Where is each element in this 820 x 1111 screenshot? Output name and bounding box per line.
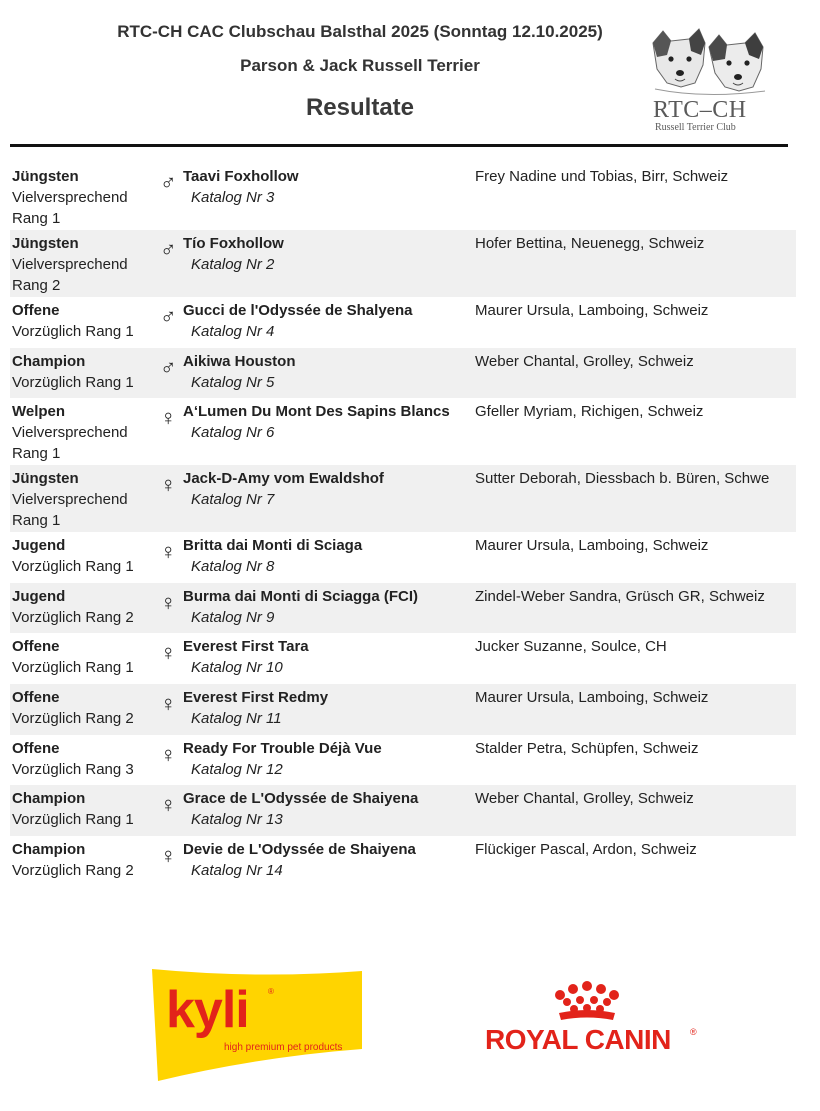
owner-cell: Sutter Deborah, Diessbach b. Büren, Schwe xyxy=(475,470,770,488)
class-cell xyxy=(12,300,162,342)
male-icon: ♂ xyxy=(160,354,177,380)
female-icon: ♀ xyxy=(160,792,177,818)
event-title: RTC-CH CAC Clubschau Balsthal 2025 (Sonntag 12.10.2025) xyxy=(117,22,603,41)
class-name: Jüngsten xyxy=(12,470,79,488)
dog-cell xyxy=(183,166,483,208)
header xyxy=(0,0,820,150)
catalog-number: Katalog Nr 13 xyxy=(191,811,283,829)
dog-name: Gucci de l'Odyssée de Shalyena xyxy=(183,302,413,319)
rank-text: Vielversprechend Rang 2 xyxy=(12,256,128,294)
owner-cell: Hofer Bettina, Neuenegg, Schweiz xyxy=(475,235,705,252)
class-cell xyxy=(12,535,162,577)
result-row xyxy=(10,583,796,634)
result-row xyxy=(10,297,796,348)
rank-text: Vielversprechend Rang 1 xyxy=(12,189,128,227)
class-cell xyxy=(12,401,162,464)
rank-text: Vorzüglich Rang 1 xyxy=(12,323,134,340)
class-cell xyxy=(12,788,162,830)
owner-cell: Weber Chantal, Grolley, Schweiz xyxy=(475,790,694,808)
catalog-number: Katalog Nr 12 xyxy=(191,760,283,778)
dog-cell xyxy=(183,535,483,577)
dog-cell xyxy=(183,468,483,510)
dog-cell xyxy=(183,738,483,780)
female-icon: ♀ xyxy=(160,405,177,431)
class-name: Offene xyxy=(12,302,60,319)
rank-text: Vorzüglich Rang 2 xyxy=(12,709,134,727)
dog-cell xyxy=(183,300,483,342)
male-icon: ♂ xyxy=(160,170,177,195)
sponsors xyxy=(0,955,820,1095)
catalog-number: Katalog Nr 3 xyxy=(191,189,275,206)
rank-text: Vorzüglich Rang 1 xyxy=(12,373,134,391)
class-cell xyxy=(12,738,162,780)
class-cell xyxy=(12,233,162,296)
dog-name: Everest First Tara xyxy=(183,638,309,656)
catalog-number: Katalog Nr 11 xyxy=(191,709,282,727)
class-name: Champion xyxy=(12,790,86,808)
class-cell xyxy=(12,839,162,881)
owner-cell: Maurer Ursula, Lamboing, Schweiz xyxy=(475,537,709,555)
class-name: Champion xyxy=(12,352,86,370)
owner-cell: Maurer Ursula, Lamboing, Schweiz xyxy=(475,688,709,706)
rank-text: Vorzüglich Rang 1 xyxy=(12,811,134,829)
rank-text: Vorzüglich Rang 2 xyxy=(12,861,134,879)
class-cell xyxy=(12,636,162,678)
catalog-number: Katalog Nr 5 xyxy=(191,373,275,391)
crown-icon xyxy=(547,980,627,1024)
dog-name: Grace de L'Odyssée de Shaiyena xyxy=(183,790,419,808)
male-icon: ♂ xyxy=(160,237,177,262)
dog-cell xyxy=(183,839,483,881)
class-name: Welpen xyxy=(12,403,66,421)
dog-name: A‘Lumen Du Mont Des Sapins Blancs xyxy=(183,403,450,421)
female-icon: ♀ xyxy=(160,842,177,868)
catalog-number: Katalog Nr 8 xyxy=(191,558,275,576)
kyli-logo xyxy=(148,965,366,1085)
page-title: Resultate xyxy=(305,94,415,121)
class-name: Jugend xyxy=(12,587,66,605)
owner-cell: Flückiger Pascal, Ardon, Schweiz xyxy=(475,840,697,858)
result-row xyxy=(10,398,796,465)
dog-name: Burma dai Monti di Sciagga (FCI) xyxy=(183,587,419,605)
result-row xyxy=(10,348,796,399)
result-row xyxy=(10,163,796,230)
female-icon: ♀ xyxy=(160,539,177,565)
class-cell xyxy=(12,166,162,229)
catalog-number: Katalog Nr 4 xyxy=(191,323,275,340)
royal-canin-logo xyxy=(485,980,705,1060)
owner-cell: Weber Chantal, Grolley, Schweiz xyxy=(475,352,694,370)
dog-name: Aikiwa Houston xyxy=(183,352,296,370)
owner-cell: Maurer Ursula, Lamboing, Schweiz xyxy=(475,302,709,319)
owner-cell: Jucker Suzanne, Soulce, CH xyxy=(475,638,667,656)
class-name: Jüngsten xyxy=(12,168,79,185)
rtc-ch-logo xyxy=(645,25,773,135)
dog-name: Tío Foxhollow xyxy=(183,235,284,252)
dog-cell xyxy=(183,233,483,275)
catalog-number: Katalog Nr 7 xyxy=(191,491,275,509)
class-cell xyxy=(12,468,162,531)
result-row xyxy=(10,532,796,583)
result-row xyxy=(10,684,796,735)
class-name: Offene xyxy=(12,739,60,757)
kyli-tagline: high premium pet products xyxy=(224,1042,343,1053)
owner-cell: Zindel-Weber Sandra, Grüsch GR, Schweiz xyxy=(475,587,765,605)
owner-cell: Gfeller Myriam, Richigen, Schweiz xyxy=(475,403,704,421)
rank-text: Vielversprechend Rang 1 xyxy=(12,491,128,530)
rtc-logo-subtext: Russell Terrier Club xyxy=(655,122,736,133)
dog-cell xyxy=(183,401,483,443)
female-icon: ♀ xyxy=(160,640,177,666)
class-cell xyxy=(12,687,162,729)
dog-name: Ready For Trouble Déjà Vue xyxy=(183,739,382,757)
class-name: Champion xyxy=(12,840,86,858)
dog-cell xyxy=(183,687,483,729)
royal-canin-wordmark: ROYAL CANIN xyxy=(485,1024,671,1055)
rank-text: Vielversprechend Rang 1 xyxy=(12,424,128,463)
breed-title: Parson & Jack Russell Terrier xyxy=(240,56,480,75)
owner-cell: Frey Nadine und Tobias, Birr, Schweiz xyxy=(475,168,729,185)
class-cell xyxy=(12,351,162,393)
class-name: Offene xyxy=(12,638,60,656)
female-icon: ♀ xyxy=(160,589,177,615)
class-name: Offene xyxy=(12,688,60,706)
result-row xyxy=(10,633,796,684)
dog-name: Devie de L'Odyssée de Shaiyena xyxy=(183,840,416,858)
male-icon: ♂ xyxy=(160,304,177,329)
rank-text: Vorzüglich Rang 2 xyxy=(12,608,134,626)
catalog-number: Katalog Nr 6 xyxy=(191,424,275,442)
rtc-logo-text: RTC–CH xyxy=(653,97,747,123)
catalog-number: Katalog Nr 9 xyxy=(191,608,275,626)
catalog-number: Katalog Nr 10 xyxy=(191,659,283,677)
kyli-wordmark: kyli xyxy=(166,981,249,1039)
kyli-registered-mark: ® xyxy=(268,987,274,996)
dog-cell xyxy=(183,586,483,628)
class-name: Jugend xyxy=(12,537,66,555)
catalog-number: Katalog Nr 2 xyxy=(191,256,275,273)
result-row xyxy=(10,230,796,297)
result-row xyxy=(10,836,796,887)
female-icon: ♀ xyxy=(160,690,177,716)
rank-text: Vorzüglich Rang 1 xyxy=(12,558,134,576)
female-icon: ♀ xyxy=(160,741,177,767)
class-name: Jüngsten xyxy=(12,235,79,252)
dog-name: Everest First Redmy xyxy=(183,688,329,706)
dog-cell xyxy=(183,636,483,678)
dog-cell xyxy=(183,788,483,830)
catalog-number: Katalog Nr 14 xyxy=(191,861,283,879)
dog-name: Britta dai Monti di Sciaga xyxy=(183,537,363,555)
dog-name: Jack-D-Amy vom Ewaldshof xyxy=(183,470,384,488)
rank-text: Vorzüglich Rang 1 xyxy=(12,659,134,677)
result-row xyxy=(10,465,796,532)
class-cell xyxy=(12,586,162,628)
royal-canin-registered-mark: ® xyxy=(690,1027,697,1037)
result-row xyxy=(10,735,796,786)
female-icon: ♀ xyxy=(160,472,177,498)
dog-name: Taavi Foxhollow xyxy=(183,168,299,185)
owner-cell: Stalder Petra, Schüpfen, Schweiz xyxy=(475,739,699,757)
dog-cell xyxy=(183,351,483,393)
rank-text: Vorzüglich Rang 3 xyxy=(12,760,134,778)
header-divider xyxy=(10,144,788,147)
result-row xyxy=(10,785,796,836)
results-table xyxy=(10,163,796,886)
